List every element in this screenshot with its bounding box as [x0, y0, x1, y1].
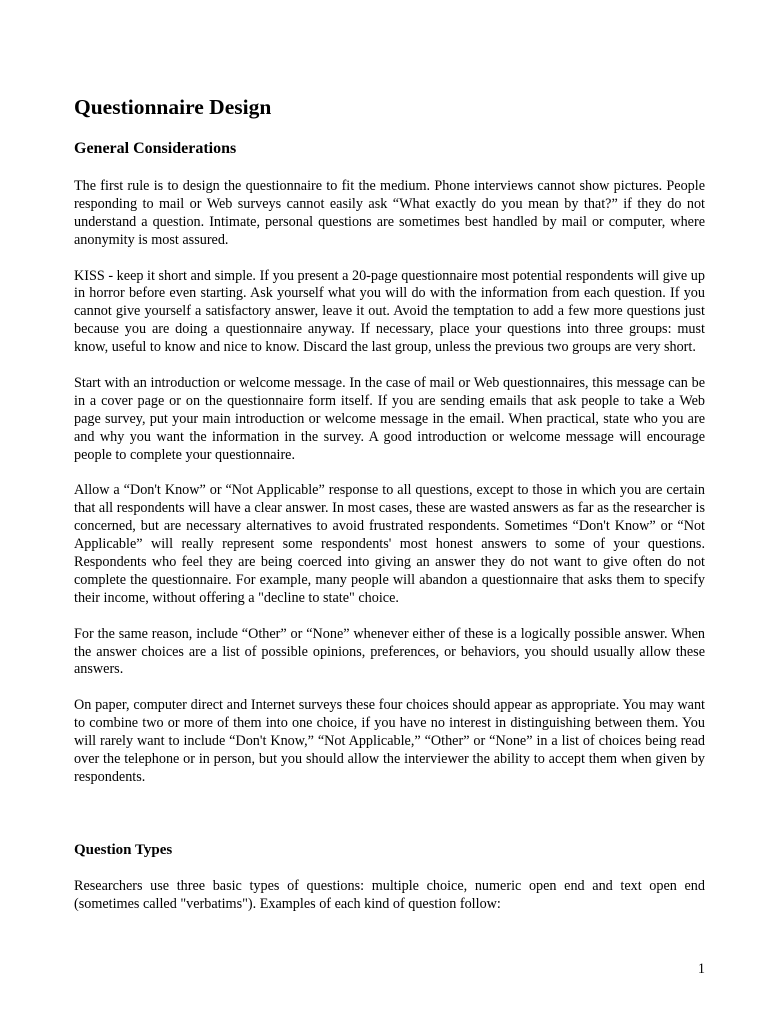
paragraph-introduction: Start with an introduction or welcome message. In the case of mail or Web questionnaires, this message can be in a cover page or on the questionnaire form itself. If you are sending emails that ask people to take a Web page survey, put your main introduction or welcome message in the email. When practical, state who you are and why you want the information in the survey. A good introduction or welcome message will encourage people to complete your questionnaire.	[74, 374, 705, 463]
paragraph-question-types: Researchers use three basic types of questions: multiple choice, numeric open end and text open end (sometimes called "verbatims"). Examples of each kind of question follow:	[74, 877, 705, 912]
page-number: 1	[697, 961, 705, 977]
paragraph-dont-know: Allow a “Don't Know” or “Not Applicable” response to all questions, except to those in which you are certain that all respondents will have a clear answer. In most cases, these are wasted answers as far as the researcher is concerned, but are necessary alternatives to avoid frustrated respondents. Sometimes “Don't Know” or “Not Applicable” will really represent some respondents' most honest answers to some of your questions. Respondents who feel they are being coerced into giving an answer they do not want to give often do not complete the questionnaire. For example, many people will abandon a questionnaire that asks them to specify their income, without offering a "decline to state" choice.	[74, 482, 705, 606]
section-heading-general-considerations: General Considerations	[74, 140, 237, 157]
paragraph-medium: The first rule is to design the questionnaire to fit the medium. Phone interviews cannot show pictures. People responding to mail or Web surveys cannot easily ask “What exactly do you mean by that?” if they do not understand a question. Intimate, personal questions are sometimes best handled by mail or computer, where anonymity is most assured.	[74, 178, 705, 248]
paragraph-kiss: KISS - keep it short and simple. If you present a 20-page questionnaire most potential respondents will give up in horror before even starting. Ask yourself what you will do with the information from each question. If you cannot give yourself a satisfactory answer, leave it out. Avoid the temptation to add a few more questions just because you are doing a questionnaire anyway. If necessary, place your questions into three groups: must know, useful to know and nice to know. Discard the last group, unless the previous two groups are very short.	[74, 267, 705, 356]
paragraph-other-none: For the same reason, include “Other” or “None” whenever either of these is a logically possible answer. When the answer choices are a list of possible opinions, preferences, or behaviors, you should usually allow these answers.	[74, 625, 705, 678]
document-page	[74, 94, 705, 931]
section-heading-question-types: Question Types	[74, 841, 173, 858]
paragraph-four-choices: On paper, computer direct and Internet surveys these four choices should appear as appropriate. You may want to combine two or more of them into one choice, if you have no interest in distinguishing between them. You will rarely want to include “Don't Know,” “Not Applicable,” “Other” or “None” in a list of choices being read over the telephone or in person, but you should allow the interviewer the ability to accept them when given by respondents.	[74, 697, 705, 785]
document-title: Questionnaire Design	[74, 95, 272, 119]
section-spacer	[74, 805, 705, 840]
